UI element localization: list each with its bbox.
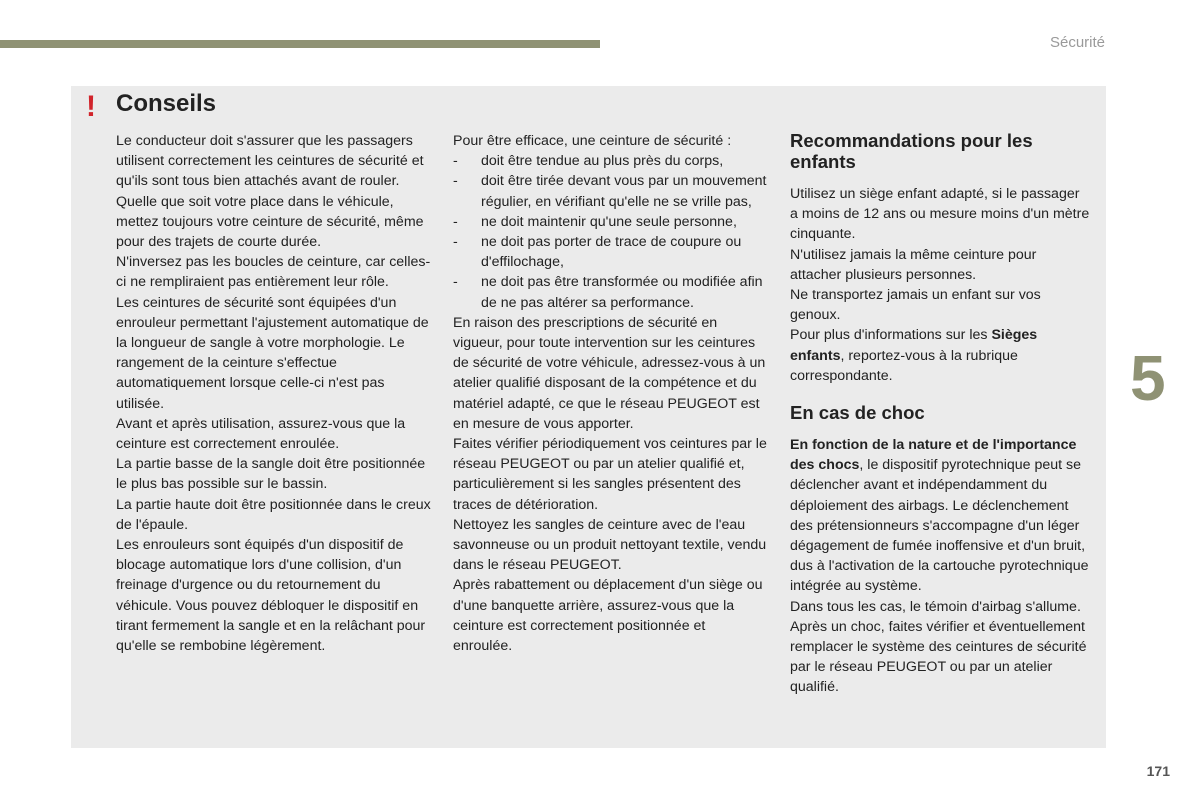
text-run: Pour plus d'informations sur les bbox=[790, 327, 992, 344]
paragraph: Après rabattement ou déplacement d'un siège ou d'une banquette arrière, assurez-vous que la ceinture est correctement positionnée et enroulée. bbox=[453, 577, 763, 655]
list-item-text: doit être tendue au plus près du corps, bbox=[481, 153, 724, 170]
list-item-text: ne doit maintenir qu'une seule personne, bbox=[481, 213, 737, 230]
paragraph: Après un choc, faites vérifier et éventuellement remplacer le système des ceintures de sécurité par le réseau PEUGEOT ou par un atelier qualifié. bbox=[790, 618, 1087, 696]
paragraph: Pour être efficace, une ceinture de sécurité : bbox=[453, 133, 732, 149]
paragraph: Faites vérifier périodiquement vos ceintures par le réseau PEUGEOT ou par un atelier qualifié et, particulièrement si les sangles présentent des traces de détérioration. bbox=[453, 436, 767, 513]
dash-marker: - bbox=[453, 274, 458, 291]
section-heading: Recommandations pour les enfants bbox=[790, 130, 1033, 172]
list-item bbox=[453, 232, 768, 272]
list-item-text: ne doit pas porter de trace de coupure ou d'effilochage, bbox=[481, 234, 742, 271]
paragraph: Dans tous les cas, le témoin d'airbag s'allume. bbox=[790, 598, 1081, 615]
paragraph: Le conducteur doit s'assurer que les passagers utilisent correctement les ceintures de sécurité et qu'ils sont tous bien attachés avant de rouler. bbox=[116, 133, 424, 190]
list-item-text: doit être tirée devant vous par un mouvement régulier, en vérifiant qu'elle ne se vrille pas, bbox=[481, 173, 767, 210]
paragraph: N'inversez pas les boucles de ceinture, car celles-ci ne rempliraient pas entièrement leur rôle. bbox=[116, 254, 431, 291]
dash-marker: - bbox=[453, 234, 458, 251]
dash-marker: - bbox=[453, 173, 458, 190]
requirements-list bbox=[453, 151, 768, 313]
list-item-text: ne doit pas être transformée ou modifiée afin de ne pas altérer sa performance. bbox=[481, 274, 763, 311]
exclamation-icon: ! bbox=[86, 90, 96, 123]
list-item bbox=[453, 151, 768, 171]
section-heading: En cas de choc bbox=[790, 402, 925, 424]
paragraph bbox=[790, 435, 1090, 597]
page-number: 171 bbox=[1146, 763, 1170, 779]
emphasis: En fonction de la nature et de l'importance des chocs bbox=[790, 437, 1077, 474]
panel-title: Conseils bbox=[116, 90, 217, 117]
column-1 bbox=[116, 131, 434, 656]
list-item bbox=[453, 171, 768, 211]
paragraph: La partie basse de la sangle doit être positionnée le plus bas possible sur le bassin. bbox=[116, 456, 426, 493]
paragraph: Ne transportez jamais un enfant sur vos genoux. bbox=[790, 287, 1041, 324]
paragraph: Les ceintures de sécurité sont équipées d'un enrouleur permettant l'ajustement automatique de la longueur de sangle à votre morphologie. Le rangement de la ceinture s'effectue automatiquement lorsque celle-ci n'est pas utilisée. bbox=[116, 294, 429, 412]
paragraph: En raison des prescriptions de sécurité en vigueur, pour toute intervention sur les ceintures de sécurité de votre véhicule, adressez-vous à un atelier qualifié disposant de la compétence et du matériel adapté, ce que le réseau PEUGEOT est en mesure de vous apporter. bbox=[453, 314, 766, 432]
paragraph: Utilisez un siège enfant adapté, si le passager a moins de 12 ans ou mesure moins d'un mètre cinquante. bbox=[790, 186, 1090, 243]
column-3 bbox=[790, 130, 1090, 698]
chapter-number: 5 bbox=[1130, 342, 1166, 414]
header-rule bbox=[0, 40, 600, 48]
paragraph: N'utilisez jamais la même ceinture pour attacher plusieurs personnes. bbox=[790, 246, 1037, 283]
column-2 bbox=[453, 131, 768, 656]
paragraph: Quelle que soit votre place dans le véhicule, mettez toujours votre ceinture de sécurité, même pour des trajets de courte durée. bbox=[116, 193, 424, 251]
dash-marker: - bbox=[453, 153, 458, 170]
paragraph: Nettoyez les sangles de ceinture avec de l'eau savonneuse ou un produit nettoyant textile, vendu dans le réseau PEUGEOT. bbox=[453, 516, 767, 574]
list-item bbox=[453, 272, 768, 312]
paragraph: La partie haute doit être positionnée dans le creux de l'épaule. bbox=[116, 496, 431, 533]
paragraph: Les enrouleurs sont équipés d'un dispositif de blocage automatique lors d'une collision, d'un freinage d'urgence ou du retournement du véhicule. Vous pouvez débloquer le dispositif en tirant fermement la sangle et en la relâchant pour qu'elle se rembobine légèrement. bbox=[116, 537, 426, 655]
paragraph bbox=[790, 325, 1090, 386]
text-run: , le dispositif pyrotechnique peut se déclencher avant et indépendamment du déploiement des airbags. Le déclenchement des prétensionneurs s'accompagne d'un léger dégagement de fumée inoffensive et d'un bruit, dus à l'activation de la cartouche pyrotechnique intégrée au système. bbox=[790, 457, 1089, 595]
paragraph: Avant et après utilisation, assurez-vous que la ceinture est correctement enroulée. bbox=[116, 415, 406, 453]
list-item bbox=[453, 212, 768, 232]
cross-reference: Sièges enfants bbox=[790, 327, 1038, 364]
section-title: Sécurité bbox=[1049, 34, 1105, 51]
text-run: , reportez-vous à la rubrique correspondante. bbox=[790, 347, 1018, 384]
dash-marker: - bbox=[453, 213, 458, 230]
